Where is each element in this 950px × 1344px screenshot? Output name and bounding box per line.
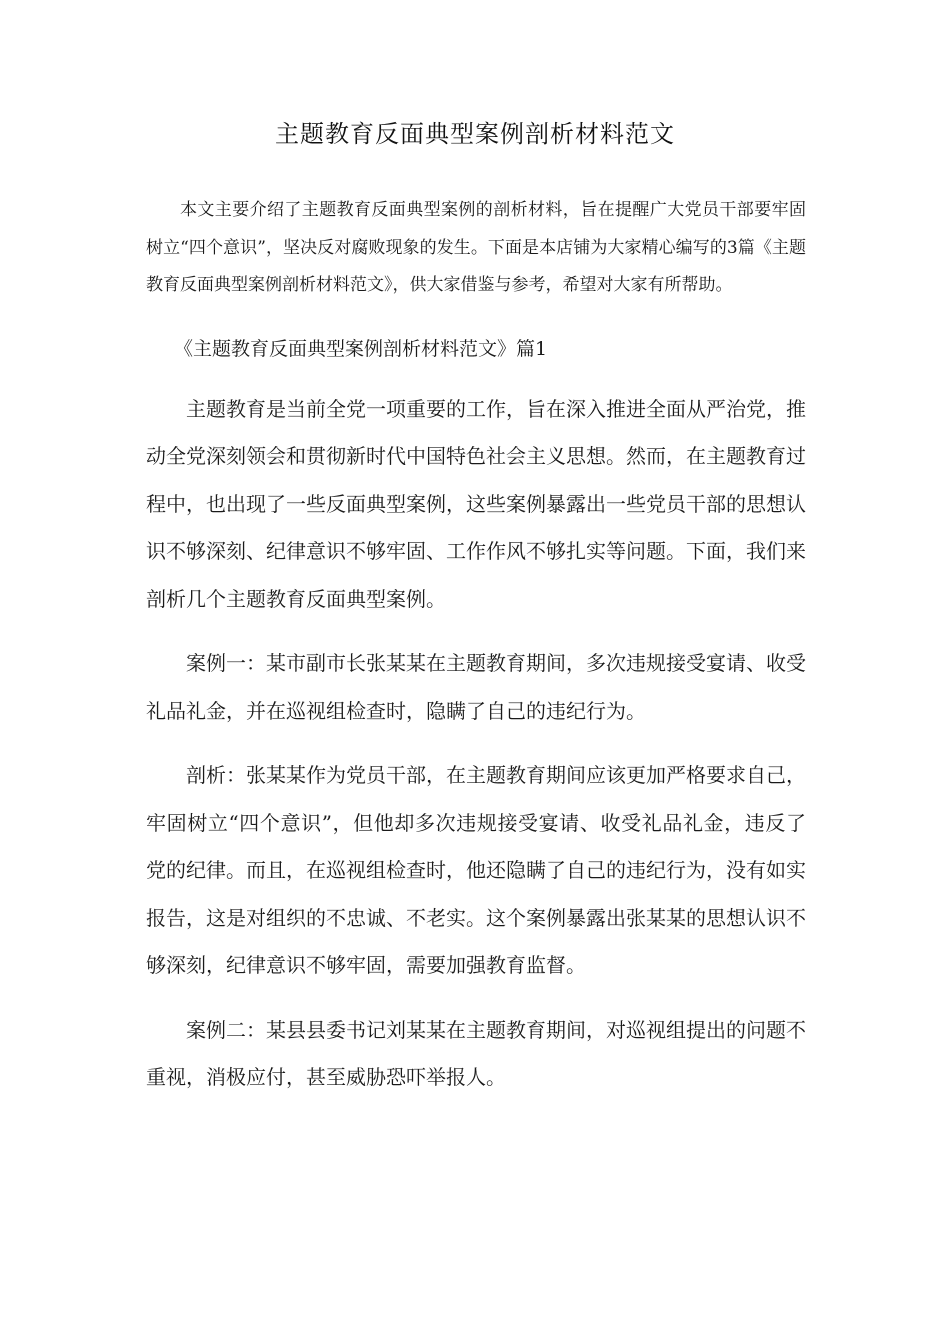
body-paragraph-1: 主题教育是当前全党一项重要的工作，旨在深入推进全面从严治党，推动全党深刻领会和贯彻新时代中国特色社会主义思想。然而，在主题教育过程中，也出现了一些反面典型案例，这些案例暴露出一些党员干部的思想认识不够深刻、纪律意识不够牢固、工作作风不够扎实等问题。下面，我们来剖析几个主题教育反面典型案例。 (146, 396, 806, 611)
section-heading: 《主题教育反面典型案例剖析材料范文》篇1 (174, 337, 548, 360)
document-body (146, 192, 806, 1119)
document-title: 主题教育反面典型案例剖析材料范文 (275, 120, 675, 148)
case-one-paragraph: 案例一：某市副市长张某某在主题教育期间，多次违规接受宴请、收受礼品礼金，并在巡视组检查时，隐瞒了自己的违纪行为。 (146, 651, 806, 723)
intro-paragraph: 本文主要介绍了主题教育反面典型案例的剖析材料，旨在提醒广大党员干部要牢固树立“四个意识”，坚决反对腐败现象的发生。下面是本店铺为大家精心编写的3篇《主题教育反面典型案例剖析材料范文》，供大家借鉴与参考，希望对大家有所帮助。 (146, 200, 806, 295)
case-two-paragraph: 案例二：某县县委书记刘某某在主题教育期间，对巡视组提出的问题不重视，消极应付，甚至威胁恐吓举报人。 (146, 1017, 806, 1089)
analysis-paragraph: 剖析：张某某作为党员干部，在主题教育期间应该更加严格要求自己，牢固树立“四个意识”，但他却多次违规接受宴请、收受礼品礼金，违反了党的纪律。而且，在巡视组检查时，他还隐瞒了自己的违纪行为，没有如实报告，这是对组织的不忠诚、不老实。这个案例暴露出张某某的思想认识不够深刻，纪律意识不够牢固，需要加强教育监督。 (146, 763, 806, 977)
